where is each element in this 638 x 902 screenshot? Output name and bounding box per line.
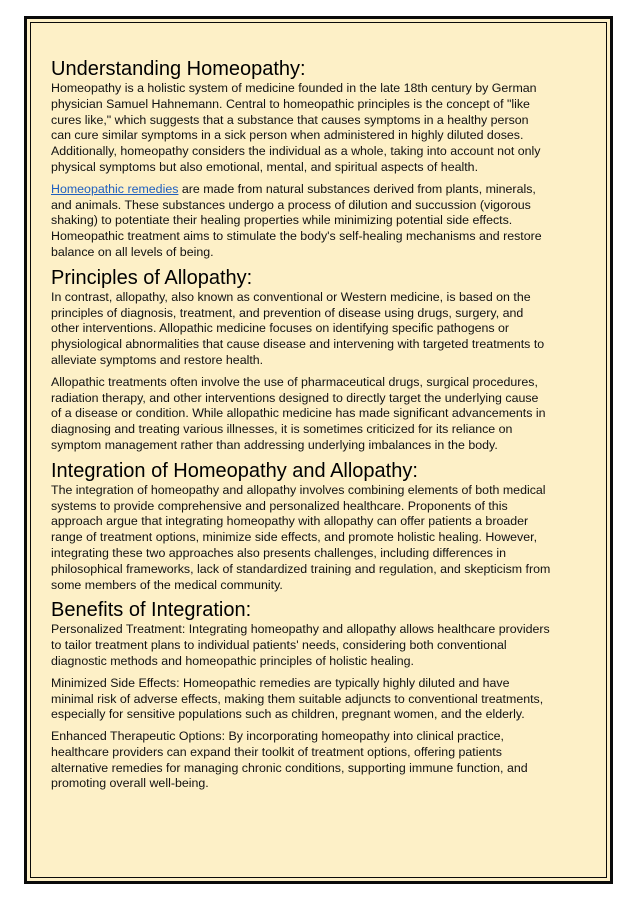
section-heading: Integration of Homeopathy and Allopathy:	[51, 459, 418, 482]
paragraph: Enhanced Therapeutic Options: By incorporating homeopathy into clinical practice, healthcare providers can expand their toolkit of treatment options, offering patients alternative remedies for managing chronic conditions, supporting immune function, and promoting overall well-being.	[51, 729, 528, 791]
paragraph: Allopathic treatments often involve the use of pharmaceutical drugs, surgical procedures, radiation therapy, and other interventions designed to directly target the underlying cause of a disease or condition. While allopathic medicine has made significant advancements in diagnosing and treating various illnesses, it is sometimes criticized for its reliance on symptom management rather than addressing underlying imbalances in the body.	[51, 374, 546, 452]
section-principles-allopathy	[51, 267, 551, 454]
section-heading: Benefits of Integration:	[51, 599, 252, 622]
document-body	[51, 58, 551, 798]
section-integration	[51, 460, 551, 594]
paragraph-text: are made from natural substances derived from plants, minerals, and animals. These substances undergo a process of dilution and succussion (vigorous shaking) to potentiate their healing properties while minimizing potential side effects. Homeopathic treatment aims to stimulate the body's self-healing mechanisms and restore balance on all levels of being.	[51, 181, 542, 259]
section-understanding-homeopathy	[51, 58, 551, 261]
paragraph	[51, 182, 551, 261]
paragraph: In contrast, allopathy, also known as conventional or Western medicine, is based on the principles of diagnosis, treatment, and prevention of disease using drugs, surgery, and other interventions. Allopathic medicine focuses on identifying specific pathogens or physiological abnormalities that cause disease and intervening with targeted treatments to alleviate symptoms and restore health.	[51, 289, 545, 367]
section-heading: Understanding Homeopathy:	[51, 58, 306, 80]
paragraph: The integration of homeopathy and allopathy involves combining elements of both medical systems to provide comprehensive and personalized healthcare. Proponents of this approach argue that integrating homeopathy with allopathy can offer patients a broader range of treatment options, minimize side effects, and promote holistic healing. However, integrating these two approaches also presents challenges, including differences in philosophical frameworks, lack of standardized training and regulation, and skepticism from some members of the medical community.	[51, 482, 551, 592]
paragraph: Personalized Treatment: Integrating homeopathy and allopathy allows healthcare providers to tailor treatment plans to individual patients' needs, considering both conventional diagnostic methods and homeopathic principles of holistic healing.	[51, 622, 550, 668]
section-benefits	[51, 599, 551, 792]
paragraph: Homeopathy is a holistic system of medicine founded in the late 18th century by German physician Samuel Hahnemann. Central to homeopathic principles is the concept of "like cures like," which suggests that a substance that causes symptoms in a healthy person can cure similar symptoms in a sick person when administered in highly diluted doses. Additionally, homeopathy considers the individual as a whole, taking into account not only physical symptoms but also emotional, mental, and spiritual aspects of health.	[51, 81, 541, 174]
paragraph: Minimized Side Effects: Homeopathic remedies are typically highly diluted and have minimal risk of adverse effects, making them suitable adjuncts to conventional treatments, especially for sensitive populations such as children, pregnant women, and the elderly.	[51, 675, 544, 722]
homeopathic-remedies-link[interactable]: Homeopathic remedies	[51, 181, 179, 196]
section-heading: Principles of Allopathy:	[51, 266, 253, 289]
